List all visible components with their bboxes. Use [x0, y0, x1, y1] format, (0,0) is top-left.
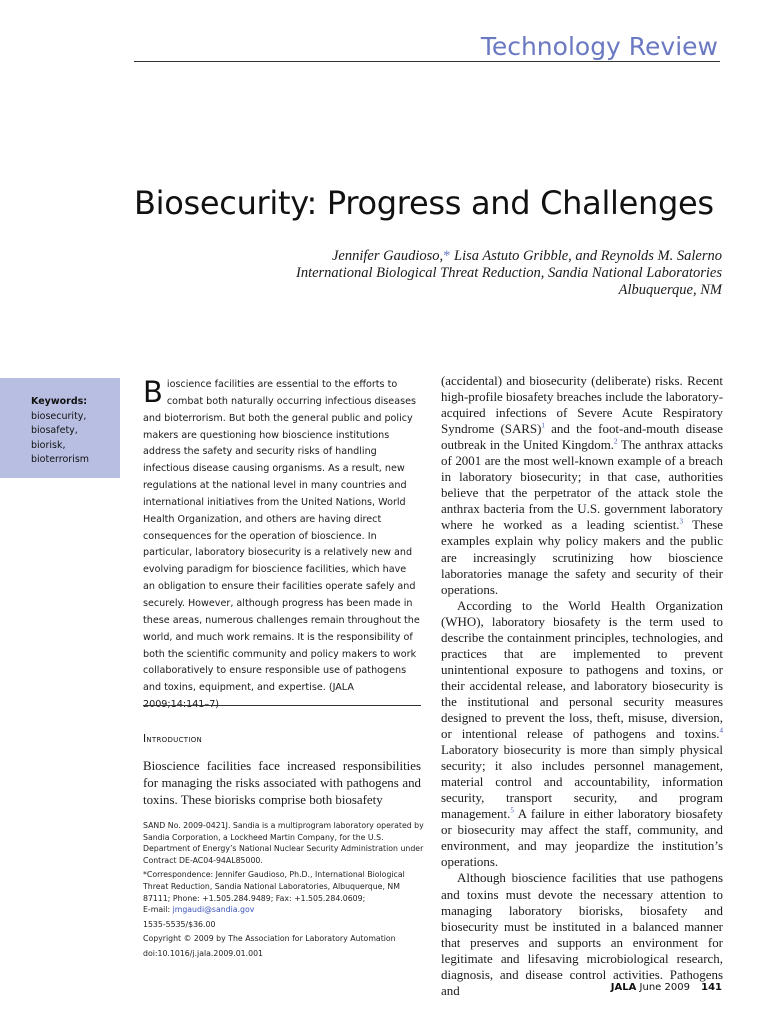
page-footer [611, 982, 722, 993]
price-note: 1535-5535/$36.00 [143, 919, 216, 929]
body-text: (accidental) and biosecurity (deliberate) risks. Recent high-profile biosafety breaches include the laboratory-acquired infections of Severe Acute Respiratory Syndrome (SARS) [441, 373, 723, 437]
issue-date: June 2009 [639, 982, 690, 993]
keyword-item: biosecurity, [31, 410, 87, 422]
abstract-divider [143, 705, 421, 706]
body-paragraph [441, 598, 723, 871]
reference-link[interactable]: 1 [541, 421, 545, 430]
email-link[interactable]: jmgaudi@sandia.gov [172, 905, 255, 915]
copyright-note: Copyright © 2009 by The Association for Laboratory Automation [143, 934, 396, 944]
keywords-label: Keywords: [31, 396, 88, 407]
reference-link[interactable]: 3 [679, 518, 684, 527]
body-text: The anthrax attacks of 2001 are the most well-known example of a breach in laboratory biosecurity; in that case, authorities believe that the perpetrator of the attack stole the anthrax bacteria from the U.S. government laboratory where he worked as a leading scientist. [441, 437, 724, 533]
email-label: E-mail: [143, 905, 173, 915]
article-title: Biosecurity: Progress and Challenges [134, 184, 714, 222]
introduction-heading: Introduction [143, 733, 203, 745]
abstract-dropcap: B [143, 375, 163, 409]
correspondence-note [143, 869, 429, 915]
keywords-box [0, 378, 120, 478]
affiliation-line-1: International Biological Threat Reduction, Sandia National Laboratories [296, 265, 722, 281]
abstract-text: ioscience facilities are essential to the efforts to combat both naturally occurring infectious diseases and bioterrorism. But both the general public and policy makers are questioning how bioscience institutions address the safety and security risks of handling infectious disease causing organisms. As a result, new regulations at the national level in many countries and international initiatives from the United Nations, World Health Organization, and others are having direct consequences for the operation of bioscience. In particular, laboratory biosecurity is a relatively new and evolving paradigm for bioscience facilities, which have an obligation to ensure their facilities operate safely and securely. However, although progress has been made in these areas, numerous challenges remain throughout the world, and much work remains. It is the responsibility of both the scientific community and policy makers to work collaboratively to ensure responsible use of pathogens and toxins, equipment, and expertise. (JALA 2009;14:141–7) [143, 379, 420, 711]
journal-name: JALA [610, 982, 637, 993]
body-text: According to the World Health Organization (WHO), laboratory biosafety is the term used to describe the containment principles, technologies, and practices that are implemented to prevent unintentional exposure to pathogens and toxins, or their accidental release, and laboratory biosecurity is the institutional and personal security measures designed to prevent the loss, theft, misuse, diversion, or intentional release of pathogens and toxins. [441, 597, 723, 742]
footnotes [143, 820, 429, 960]
author-rest: Lisa Astuto Gribble, and Reynolds M. Salerno [450, 248, 722, 264]
body-text: A failure in either laboratory biosafety or biosecurity may affect the staff, community, and environment, and may jeopardize the institution’s operations. [441, 806, 723, 870]
doi-note: doi:10.1016/j.jala.2009.01.001 [143, 948, 263, 958]
keyword-item: bioterrorism [31, 454, 90, 465]
introduction-text: Bioscience facilities face increased responsibilities for managing the risks associated with pathogens and toxins. These biorisks comprise both biosafety [143, 759, 421, 807]
body-text: These examples explain why policy makers and the public are increasingly scrutinizing how bioscience laboratories manage the safety and security of their operations. [441, 517, 723, 597]
reference-link[interactable]: 2 [614, 437, 618, 446]
header-rule [134, 61, 720, 62]
byline [162, 248, 722, 299]
body-text: Laboratory biosecurity is more than simply physical security; it also includes personnel management, material control and accountability, information security, transport security, and program management. [441, 742, 723, 822]
author-first: Jennifer Gaudioso, [331, 248, 444, 264]
correspondence-text: *Correspondence: Jennifer Gaudioso, Ph.D., International Biological Threat Reduction, Sandia National Laboratories, Albuquerque, NM 87111; Phone: +1.505.284.9489; Fax: +1.505.284.0609; [143, 870, 405, 903]
sand-note: SAND No. 2009-0421J. Sandia is a multiprogram laboratory operated by Sandia Corporation, a Lockheed Martin Company, for the U.S. Department of Energy’s National Nuclear Security Administration under Contract DE-AC04-94AL85000. [143, 821, 424, 865]
page-number: 141 [701, 982, 722, 993]
reference-link[interactable]: 4 [719, 726, 723, 735]
author-line [162, 248, 722, 265]
body-paragraph: Although bioscience facilities that use pathogens and toxins must devote the necessary attention to managing laboratory biorisks, biosafety and biosecurity must be instituted in a balanced manner that preserves and supports an environment for legitimate and lifesaving microbiological research, diagnosis, and disease control activities. Pathogens and [441, 870, 723, 998]
abstract [143, 377, 421, 714]
body-paragraph [441, 373, 723, 598]
correspondence-star[interactable]: * [443, 248, 451, 264]
body-text: and the foot-and-mouth disease outbreak in the United Kingdom. [441, 421, 723, 453]
keyword-item: biosafety, [31, 425, 78, 436]
affiliation-line-2: Albuquerque, NM [618, 282, 722, 298]
reference-link[interactable]: 5 [510, 806, 514, 815]
keyword-item: biorisk, [31, 439, 66, 451]
section-title: Technology Review [480, 32, 718, 61]
